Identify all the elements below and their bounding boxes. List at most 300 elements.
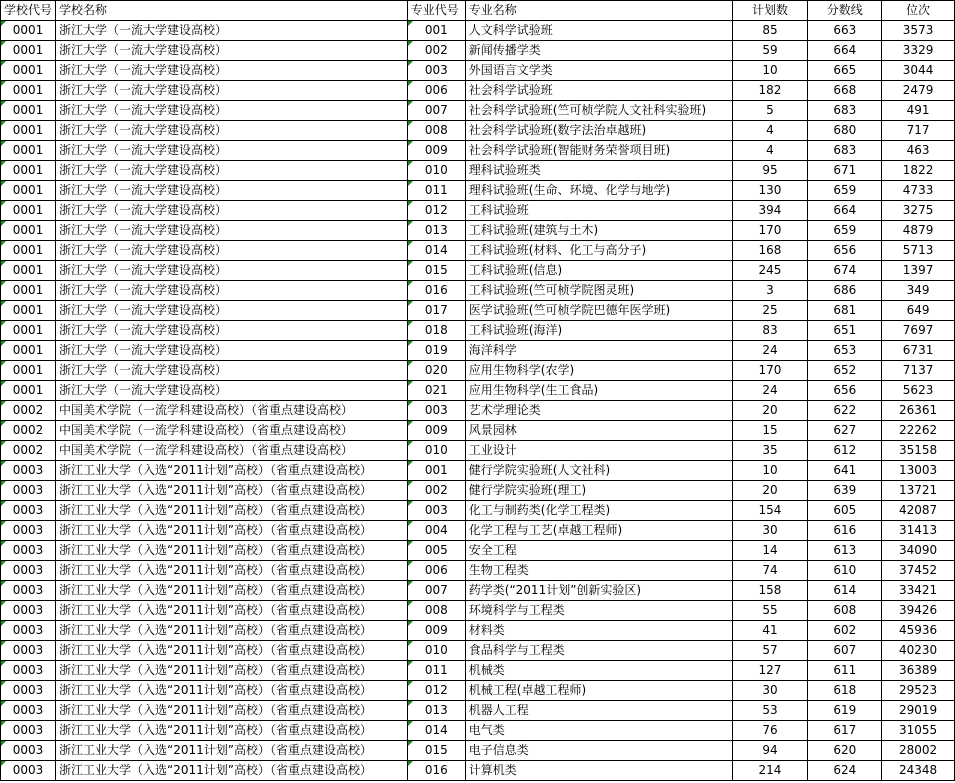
cell-school-code[interactable]: 0001 (1, 121, 56, 141)
cell-major-name[interactable]: 机械工程(卓越工程师) (465, 681, 732, 701)
cell-major-code[interactable]: 016 (407, 281, 465, 301)
cell-major-name[interactable]: 工业设计 (465, 441, 732, 461)
cell-school-name[interactable]: 浙江大学（一流大学建设高校） (56, 261, 408, 281)
cell-major-name[interactable]: 工科试验班(海洋) (465, 321, 732, 341)
cell-rank[interactable]: 29019 (882, 701, 955, 721)
cell-rank[interactable]: 36389 (882, 661, 955, 681)
cell-major-code[interactable]: 010 (407, 441, 465, 461)
cell-major-code[interactable]: 007 (407, 581, 465, 601)
cell-score-line[interactable]: 619 (808, 701, 882, 721)
cell-major-name[interactable]: 工科试验班 (465, 201, 732, 221)
cell-score-line[interactable]: 652 (808, 361, 882, 381)
cell-major-name[interactable]: 理科试验班(生命、环境、化学与地学) (465, 181, 732, 201)
cell-school-code[interactable]: 0003 (1, 681, 56, 701)
cell-school-code[interactable]: 0001 (1, 201, 56, 221)
cell-plan-count[interactable]: 5 (732, 101, 808, 121)
cell-plan-count[interactable]: 24 (732, 341, 808, 361)
cell-school-name[interactable]: 浙江大学（一流大学建设高校） (56, 241, 408, 261)
cell-score-line[interactable]: 664 (808, 201, 882, 221)
cell-major-name[interactable]: 药学类(“2011计划”创新实验区) (465, 581, 732, 601)
cell-score-line[interactable]: 614 (808, 581, 882, 601)
cell-score-line[interactable]: 622 (808, 401, 882, 421)
cell-score-line[interactable]: 686 (808, 281, 882, 301)
cell-rank[interactable]: 35158 (882, 441, 955, 461)
cell-school-name[interactable]: 中国美术学院（一流学科建设高校）（省重点建设高校） (56, 441, 408, 461)
cell-rank[interactable]: 37452 (882, 561, 955, 581)
cell-school-name[interactable]: 浙江工业大学（入选“2011计划”高校）（省重点建设高校） (56, 501, 408, 521)
cell-rank[interactable]: 33421 (882, 581, 955, 601)
cell-plan-count[interactable]: 168 (732, 241, 808, 261)
cell-plan-count[interactable]: 20 (732, 481, 808, 501)
cell-score-line[interactable]: 664 (808, 41, 882, 61)
cell-rank[interactable]: 26361 (882, 401, 955, 421)
table-row (1, 541, 955, 561)
cell-school-name[interactable]: 浙江大学（一流大学建设高校） (56, 21, 408, 41)
cell-plan-count[interactable]: 35 (732, 441, 808, 461)
cell-school-name[interactable]: 浙江大学（一流大学建设高校） (56, 301, 408, 321)
table-row (1, 561, 955, 581)
cell-plan-count[interactable]: 30 (732, 521, 808, 541)
table-row (1, 321, 955, 341)
cell-major-name[interactable]: 人文科学试验班 (465, 21, 732, 41)
cell-major-code[interactable]: 010 (407, 641, 465, 661)
cell-score-line[interactable]: 627 (808, 421, 882, 441)
cell-plan-count[interactable]: 170 (732, 361, 808, 381)
cell-school-name[interactable]: 浙江大学（一流大学建设高校） (56, 141, 408, 161)
cell-plan-count[interactable]: 214 (732, 761, 808, 781)
cell-plan-count[interactable]: 130 (732, 181, 808, 201)
cell-rank[interactable]: 29523 (882, 681, 955, 701)
cell-major-code[interactable]: 017 (407, 301, 465, 321)
cell-major-name[interactable]: 理科试验班类 (465, 161, 732, 181)
table-row (1, 201, 955, 221)
cell-rank[interactable]: 3044 (882, 61, 955, 81)
cell-major-name[interactable]: 医学试验班(竺可桢学院巴德年医学班) (465, 301, 732, 321)
cell-score-line[interactable]: 668 (808, 81, 882, 101)
cell-major-name[interactable]: 社会科学试验班(竺可桢学院人文社科实验班) (465, 101, 732, 121)
cell-plan-count[interactable]: 59 (732, 41, 808, 61)
table-row (1, 521, 955, 541)
cell-school-name[interactable]: 浙江工业大学（入选“2011计划”高校）（省重点建设高校） (56, 541, 408, 561)
cell-major-name[interactable]: 机械类 (465, 661, 732, 681)
cell-rank[interactable]: 13721 (882, 481, 955, 501)
table-row (1, 661, 955, 681)
cell-school-name[interactable]: 浙江大学（一流大学建设高校） (56, 201, 408, 221)
cell-major-code[interactable]: 010 (407, 161, 465, 181)
cell-major-name[interactable]: 化学工程与工艺(卓越工程师) (465, 521, 732, 541)
cell-major-code[interactable]: 003 (407, 501, 465, 521)
cell-major-code[interactable]: 018 (407, 321, 465, 341)
cell-school-name[interactable]: 浙江大学（一流大学建设高校） (56, 361, 408, 381)
cell-major-code[interactable]: 008 (407, 121, 465, 141)
header-rank[interactable]: 位次 (882, 1, 955, 21)
cell-plan-count[interactable]: 394 (732, 201, 808, 221)
table-body (1, 21, 955, 781)
cell-plan-count[interactable]: 25 (732, 301, 808, 321)
cell-score-line[interactable]: 656 (808, 241, 882, 261)
cell-school-name[interactable]: 浙江大学（一流大学建设高校） (56, 81, 408, 101)
cell-plan-count[interactable]: 182 (732, 81, 808, 101)
cell-score-line[interactable]: 674 (808, 261, 882, 281)
cell-rank[interactable]: 1397 (882, 261, 955, 281)
cell-plan-count[interactable]: 55 (732, 601, 808, 621)
cell-school-name[interactable]: 浙江大学（一流大学建设高校） (56, 221, 408, 241)
table-row (1, 41, 955, 61)
cell-plan-count[interactable]: 15 (732, 421, 808, 441)
cell-school-name[interactable]: 浙江大学（一流大学建设高校） (56, 161, 408, 181)
cell-major-code[interactable]: 012 (407, 201, 465, 221)
cell-school-code[interactable]: 0003 (1, 601, 56, 621)
cell-major-name[interactable]: 应用生物科学(生工食品) (465, 381, 732, 401)
cell-school-name[interactable]: 浙江大学（一流大学建设高校） (56, 121, 408, 141)
table-row (1, 121, 955, 141)
cell-plan-count[interactable]: 30 (732, 681, 808, 701)
cell-school-name[interactable]: 浙江工业大学（入选“2011计划”高校）（省重点建设高校） (56, 561, 408, 581)
cell-plan-count[interactable]: 4 (732, 121, 808, 141)
cell-score-line[interactable]: 602 (808, 621, 882, 641)
cell-rank[interactable]: 31055 (882, 721, 955, 741)
cell-plan-count[interactable]: 94 (732, 741, 808, 761)
cell-rank[interactable]: 31413 (882, 521, 955, 541)
cell-rank[interactable]: 3329 (882, 41, 955, 61)
cell-score-line[interactable]: 613 (808, 541, 882, 561)
cell-plan-count[interactable]: 170 (732, 221, 808, 241)
table-row (1, 641, 955, 661)
cell-plan-count[interactable]: 4 (732, 141, 808, 161)
cell-rank[interactable]: 45936 (882, 621, 955, 641)
cell-score-line[interactable]: 611 (808, 661, 882, 681)
cell-major-code[interactable]: 006 (407, 561, 465, 581)
cell-major-code[interactable]: 004 (407, 521, 465, 541)
cell-score-line[interactable]: 620 (808, 741, 882, 761)
cell-major-code[interactable]: 003 (407, 61, 465, 81)
cell-major-name[interactable]: 社会科学试验班 (465, 81, 732, 101)
cell-school-code[interactable]: 0001 (1, 241, 56, 261)
cell-school-code[interactable]: 0003 (1, 461, 56, 481)
cell-school-name[interactable]: 浙江工业大学（入选“2011计划”高校）（省重点建设高校） (56, 701, 408, 721)
cell-school-code[interactable]: 0003 (1, 701, 56, 721)
cell-rank[interactable]: 6731 (882, 341, 955, 361)
cell-school-name[interactable]: 浙江大学（一流大学建设高校） (56, 41, 408, 61)
cell-school-code[interactable]: 0003 (1, 501, 56, 521)
cell-major-code[interactable]: 016 (407, 761, 465, 781)
cell-school-code[interactable]: 0003 (1, 721, 56, 741)
cell-rank[interactable]: 28002 (882, 741, 955, 761)
cell-school-name[interactable]: 浙江工业大学（入选“2011计划”高校）（省重点建设高校） (56, 681, 408, 701)
cell-major-code[interactable]: 015 (407, 261, 465, 281)
cell-plan-count[interactable]: 10 (732, 61, 808, 81)
cell-score-line[interactable]: 656 (808, 381, 882, 401)
cell-school-name[interactable]: 浙江工业大学（入选“2011计划”高校）（省重点建设高校） (56, 481, 408, 501)
cell-rank[interactable]: 349 (882, 281, 955, 301)
cell-rank[interactable]: 2479 (882, 81, 955, 101)
cell-plan-count[interactable]: 154 (732, 501, 808, 521)
cell-school-code[interactable]: 0003 (1, 741, 56, 761)
cell-plan-count[interactable]: 53 (732, 701, 808, 721)
cell-school-code[interactable]: 0001 (1, 361, 56, 381)
cell-plan-count[interactable]: 76 (732, 721, 808, 741)
cell-score-line[interactable]: 680 (808, 121, 882, 141)
cell-school-code[interactable]: 0002 (1, 421, 56, 441)
header-school-name[interactable]: 学校名称 (56, 1, 408, 21)
cell-plan-count[interactable]: 14 (732, 541, 808, 561)
table-row (1, 501, 955, 521)
cell-rank[interactable]: 5623 (882, 381, 955, 401)
cell-major-name[interactable]: 工科试验班(信息) (465, 261, 732, 281)
cell-rank[interactable]: 3573 (882, 21, 955, 41)
cell-major-code[interactable]: 002 (407, 41, 465, 61)
cell-major-name[interactable]: 电气类 (465, 721, 732, 741)
cell-major-code[interactable]: 011 (407, 181, 465, 201)
cell-major-name[interactable]: 生物工程类 (465, 561, 732, 581)
cell-school-code[interactable]: 0003 (1, 621, 56, 641)
cell-score-line[interactable]: 663 (808, 21, 882, 41)
cell-school-code[interactable]: 0003 (1, 761, 56, 781)
cell-school-code[interactable]: 0001 (1, 301, 56, 321)
cell-score-line[interactable]: 651 (808, 321, 882, 341)
cell-school-code[interactable]: 0001 (1, 61, 56, 81)
cell-score-line[interactable]: 659 (808, 181, 882, 201)
cell-score-line[interactable]: 681 (808, 301, 882, 321)
table-row (1, 401, 955, 421)
cell-major-code[interactable]: 020 (407, 361, 465, 381)
cell-rank[interactable]: 7697 (882, 321, 955, 341)
cell-school-name[interactable]: 中国美术学院（一流学科建设高校）（省重点建设高校） (56, 401, 408, 421)
cell-major-name[interactable]: 食品科学与工程类 (465, 641, 732, 661)
cell-major-name[interactable]: 材料类 (465, 621, 732, 641)
cell-score-line[interactable]: 617 (808, 721, 882, 741)
cell-plan-count[interactable]: 74 (732, 561, 808, 581)
cell-rank[interactable]: 42087 (882, 501, 955, 521)
cell-plan-count[interactable]: 41 (732, 621, 808, 641)
cell-school-code[interactable]: 0001 (1, 221, 56, 241)
cell-school-name[interactable]: 浙江工业大学（入选“2011计划”高校）（省重点建设高校） (56, 741, 408, 761)
cell-major-name[interactable]: 风景园林 (465, 421, 732, 441)
cell-score-line[interactable]: 612 (808, 441, 882, 461)
cell-rank[interactable]: 491 (882, 101, 955, 121)
cell-school-name[interactable]: 浙江大学（一流大学建设高校） (56, 341, 408, 361)
cell-plan-count[interactable]: 24 (732, 381, 808, 401)
cell-school-code[interactable]: 0001 (1, 81, 56, 101)
cell-score-line[interactable]: 683 (808, 141, 882, 161)
cell-school-name[interactable]: 中国美术学院（一流学科建设高校）（省重点建设高校） (56, 421, 408, 441)
cell-rank[interactable]: 34090 (882, 541, 955, 561)
cell-school-name[interactable]: 浙江大学（一流大学建设高校） (56, 321, 408, 341)
cell-school-name[interactable]: 浙江工业大学（入选“2011计划”高校）（省重点建设高校） (56, 521, 408, 541)
table-row (1, 721, 955, 741)
cell-school-name[interactable]: 浙江大学（一流大学建设高校） (56, 381, 408, 401)
cell-plan-count[interactable]: 158 (732, 581, 808, 601)
cell-major-name[interactable]: 应用生物科学(农学) (465, 361, 732, 381)
cell-score-line[interactable]: 671 (808, 161, 882, 181)
cell-major-code[interactable]: 019 (407, 341, 465, 361)
cell-major-code[interactable]: 009 (407, 421, 465, 441)
cell-major-code[interactable]: 003 (407, 401, 465, 421)
cell-major-code[interactable]: 014 (407, 721, 465, 741)
cell-school-code[interactable]: 0001 (1, 341, 56, 361)
table-row (1, 101, 955, 121)
cell-major-code[interactable]: 009 (407, 621, 465, 641)
table-row (1, 601, 955, 621)
cell-school-code[interactable]: 0001 (1, 161, 56, 181)
cell-school-code[interactable]: 0003 (1, 581, 56, 601)
header-major-code[interactable]: 专业代号 (407, 1, 465, 21)
cell-school-code[interactable]: 0001 (1, 381, 56, 401)
cell-major-code[interactable]: 009 (407, 141, 465, 161)
cell-rank[interactable]: 39426 (882, 601, 955, 621)
header-plan-count[interactable]: 计划数 (732, 1, 808, 21)
cell-score-line[interactable]: 608 (808, 601, 882, 621)
cell-school-name[interactable]: 浙江大学（一流大学建设高校） (56, 181, 408, 201)
cell-major-code[interactable]: 006 (407, 81, 465, 101)
cell-major-name[interactable]: 电子信息类 (465, 741, 732, 761)
cell-major-name[interactable]: 工科试验班(建筑与土木) (465, 221, 732, 241)
cell-rank[interactable]: 13003 (882, 461, 955, 481)
cell-major-code[interactable]: 002 (407, 481, 465, 501)
cell-rank[interactable]: 5713 (882, 241, 955, 261)
cell-score-line[interactable]: 653 (808, 341, 882, 361)
cell-major-name[interactable]: 健行学院实验班(理工) (465, 481, 732, 501)
cell-score-line[interactable]: 607 (808, 641, 882, 661)
cell-school-code[interactable]: 0001 (1, 41, 56, 61)
cell-school-code[interactable]: 0003 (1, 481, 56, 501)
cell-major-name[interactable]: 工科试验班(竺可桢学院图灵班) (465, 281, 732, 301)
cell-rank[interactable]: 3275 (882, 201, 955, 221)
cell-major-code[interactable]: 011 (407, 661, 465, 681)
cell-score-line[interactable]: 659 (808, 221, 882, 241)
table-row (1, 741, 955, 761)
cell-major-name[interactable]: 艺术学理论类 (465, 401, 732, 421)
cell-plan-count[interactable]: 127 (732, 661, 808, 681)
table-row (1, 301, 955, 321)
cell-plan-count[interactable]: 245 (732, 261, 808, 281)
cell-school-code[interactable]: 0001 (1, 181, 56, 201)
header-score-line[interactable]: 分数线 (808, 1, 882, 21)
table-row (1, 341, 955, 361)
cell-school-code[interactable]: 0003 (1, 521, 56, 541)
cell-rank[interactable]: 649 (882, 301, 955, 321)
cell-school-code[interactable]: 0002 (1, 441, 56, 461)
cell-major-name[interactable]: 健行学院实验班(人文社科) (465, 461, 732, 481)
cell-school-code[interactable]: 0002 (1, 401, 56, 421)
cell-school-name[interactable]: 浙江工业大学（入选“2011计划”高校）（省重点建设高校） (56, 641, 408, 661)
cell-major-name[interactable]: 海洋科学 (465, 341, 732, 361)
cell-school-name[interactable]: 浙江工业大学（入选“2011计划”高校）（省重点建设高校） (56, 661, 408, 681)
cell-rank[interactable]: 4733 (882, 181, 955, 201)
cell-school-name[interactable]: 浙江工业大学（入选“2011计划”高校）（省重点建设高校） (56, 581, 408, 601)
cell-rank[interactable]: 463 (882, 141, 955, 161)
table-row (1, 81, 955, 101)
cell-major-code[interactable]: 021 (407, 381, 465, 401)
cell-school-name[interactable]: 浙江工业大学（入选“2011计划”高校）（省重点建设高校） (56, 601, 408, 621)
cell-school-name[interactable]: 浙江大学（一流大学建设高校） (56, 61, 408, 81)
cell-school-code[interactable]: 0003 (1, 661, 56, 681)
cell-major-code[interactable]: 015 (407, 741, 465, 761)
cell-rank[interactable]: 7137 (882, 361, 955, 381)
cell-major-name[interactable]: 社会科学试验班(智能财务荣誉项目班) (465, 141, 732, 161)
header-school-code[interactable]: 学校代号 (1, 1, 56, 21)
cell-school-name[interactable]: 浙江大学（一流大学建设高校） (56, 101, 408, 121)
cell-major-name[interactable]: 化工与制药类(化学工程类) (465, 501, 732, 521)
cell-score-line[interactable]: 639 (808, 481, 882, 501)
cell-school-code[interactable]: 0001 (1, 321, 56, 341)
cell-school-name[interactable]: 浙江工业大学（入选“2011计划”高校）（省重点建设高校） (56, 461, 408, 481)
cell-major-code[interactable]: 008 (407, 601, 465, 621)
cell-plan-count[interactable]: 95 (732, 161, 808, 181)
cell-rank[interactable]: 24348 (882, 761, 955, 781)
cell-school-name[interactable]: 浙江大学（一流大学建设高校） (56, 281, 408, 301)
cell-plan-count[interactable]: 10 (732, 461, 808, 481)
cell-score-line[interactable]: 610 (808, 561, 882, 581)
cell-plan-count[interactable]: 85 (732, 21, 808, 41)
cell-score-line[interactable]: 683 (808, 101, 882, 121)
cell-major-code[interactable]: 005 (407, 541, 465, 561)
cell-major-code[interactable]: 007 (407, 101, 465, 121)
cell-major-name[interactable]: 新闻传播学类 (465, 41, 732, 61)
cell-rank[interactable]: 40230 (882, 641, 955, 661)
cell-school-code[interactable]: 0003 (1, 641, 56, 661)
table-row (1, 461, 955, 481)
cell-school-name[interactable]: 浙江工业大学（入选“2011计划”高校）（省重点建设高校） (56, 621, 408, 641)
cell-major-code[interactable]: 001 (407, 461, 465, 481)
cell-plan-count[interactable]: 3 (732, 281, 808, 301)
cell-major-name[interactable]: 工科试验班(材料、化工与高分子) (465, 241, 732, 261)
cell-major-code[interactable]: 014 (407, 241, 465, 261)
cell-plan-count[interactable]: 20 (732, 401, 808, 421)
cell-school-code[interactable]: 0001 (1, 101, 56, 121)
header-row (1, 1, 955, 21)
cell-major-name[interactable]: 外国语言文学类 (465, 61, 732, 81)
cell-score-line[interactable]: 665 (808, 61, 882, 81)
cell-major-code[interactable]: 013 (407, 221, 465, 241)
cell-school-name[interactable]: 浙江工业大学（入选“2011计划”高校）（省重点建设高校） (56, 721, 408, 741)
cell-school-name[interactable]: 浙江工业大学（入选“2011计划”高校）（省重点建设高校） (56, 761, 408, 781)
cell-major-name[interactable]: 安全工程 (465, 541, 732, 561)
cell-major-code[interactable]: 001 (407, 21, 465, 41)
cell-major-code[interactable]: 013 (407, 701, 465, 721)
cell-rank[interactable]: 717 (882, 121, 955, 141)
cell-major-name[interactable]: 环境科学与工程类 (465, 601, 732, 621)
cell-major-name[interactable]: 计算机类 (465, 761, 732, 781)
cell-school-code[interactable]: 0001 (1, 21, 56, 41)
cell-rank[interactable]: 1822 (882, 161, 955, 181)
table-row (1, 281, 955, 301)
cell-major-name[interactable]: 机器人工程 (465, 701, 732, 721)
cell-score-line[interactable]: 624 (808, 761, 882, 781)
table-row (1, 261, 955, 281)
cell-school-code[interactable]: 0001 (1, 141, 56, 161)
cell-school-code[interactable]: 0003 (1, 561, 56, 581)
cell-major-name[interactable]: 社会科学试验班(数字法治卓越班) (465, 121, 732, 141)
cell-score-line[interactable]: 641 (808, 461, 882, 481)
cell-rank[interactable]: 22262 (882, 421, 955, 441)
header-major-name[interactable]: 专业名称 (465, 1, 732, 21)
cell-plan-count[interactable]: 83 (732, 321, 808, 341)
cell-school-code[interactable]: 0001 (1, 261, 56, 281)
table-row (1, 161, 955, 181)
cell-school-code[interactable]: 0001 (1, 281, 56, 301)
cell-rank[interactable]: 4879 (882, 221, 955, 241)
table-row (1, 381, 955, 401)
cell-major-code[interactable]: 012 (407, 681, 465, 701)
cell-plan-count[interactable]: 57 (732, 641, 808, 661)
table-row (1, 681, 955, 701)
cell-score-line[interactable]: 616 (808, 521, 882, 541)
cell-school-code[interactable]: 0003 (1, 541, 56, 561)
cell-score-line[interactable]: 618 (808, 681, 882, 701)
cell-score-line[interactable]: 605 (808, 501, 882, 521)
table-row (1, 701, 955, 721)
